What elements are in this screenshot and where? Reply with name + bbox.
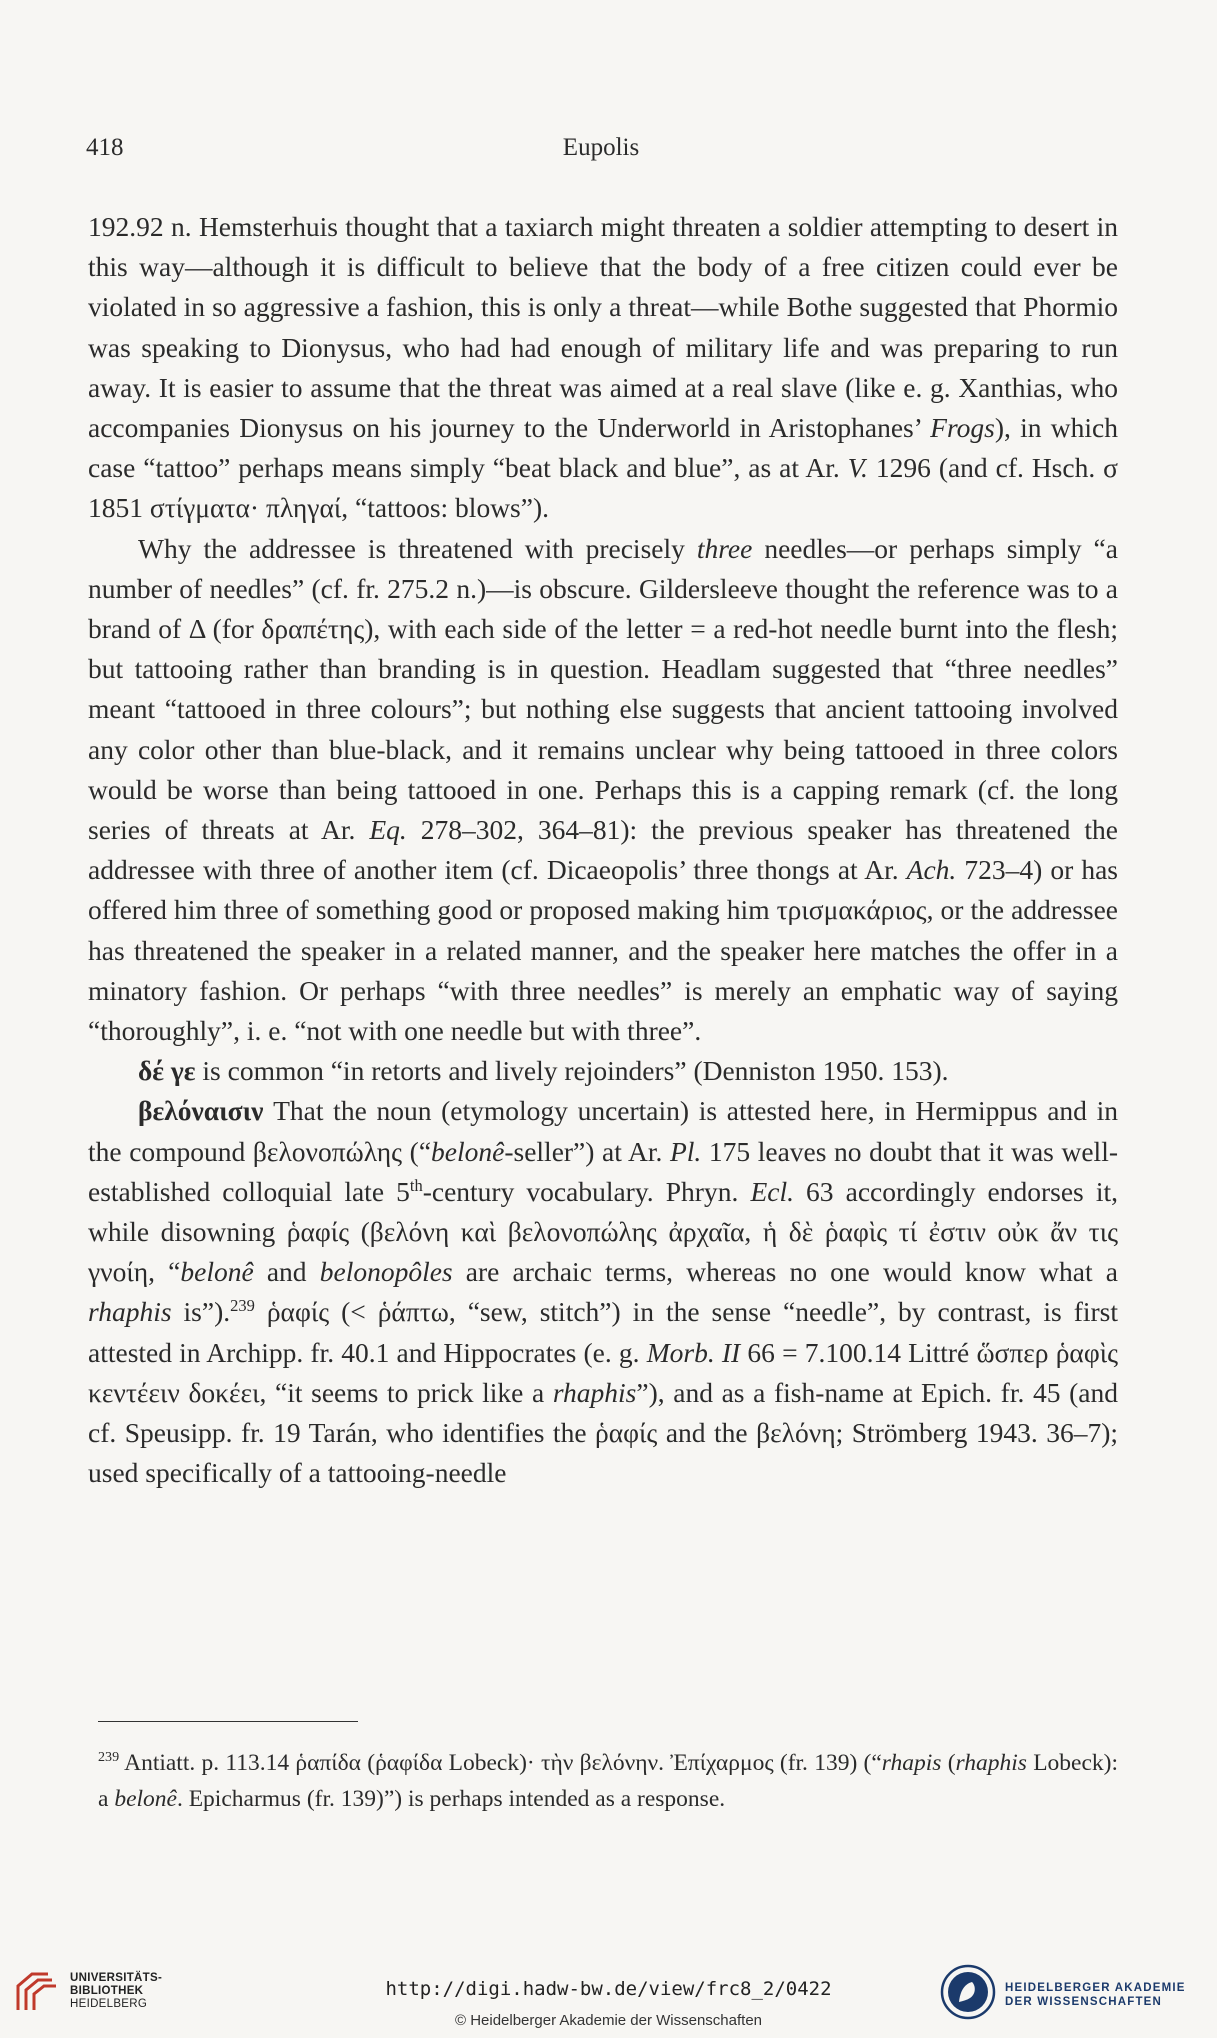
- paragraph-three-needles: Why the addressee is threatened with precisely three needles—or perhaps simply “a number of needles” (cf. fr. 275.2 n.)—is obscure. Gildersleeve thought the reference was to a brand of Δ (for δραπέτης), with each side of the letter = a red-hot needle burnt into the flesh; but tattooing rather than branding is in question. Headlam suggested that “three needles” meant “tattooed in three colours”; but nothing else suggests that ancient tattooing involved any color other than blue-black, and it remains unclear why being tattooed in three colors would be worse than being tattooed in one. Perhaps this is a capping remark (cf. the long series of threats at Ar. Eq. 278–302, 364–81): the previous speaker has threatened the addressee with three of another item (cf. Dicaeopolis’ three thongs at Ar. Ach. 723–4) or has offered him three of something good or proposed making him τρισμακάριος, or the addressee has threatened the speaker in a related manner, and the speaker here matches the offer in a minatory fashion. Or perhaps “with three needles” is merely an emphatic way of saying “thoroughly”, i. e. “not with one needle but with three”.: [88, 532, 1118, 1047]
- lemma-belonaisin: βελόναισιν: [138, 1095, 264, 1127]
- digitization-footer: [0, 1950, 1217, 2038]
- paragraph-belonaisin: βελόναισιν That the noun (etymology uncertain) is attested here, in Hermippus and in the compound βελονοπώλης (“belonê-seller”) at Ar. Pl. 175 leaves no doubt that it was well-established colloquial late 5th-century vocabulary. Phryn. Ecl. 63 accordingly endorses it, while disowning ῥαφίς (βελόνη καὶ βελονοπώλης ἀρχαῖα, ἡ δὲ ῥαφὶς τί ἐστιν οὐκ ἄν τις γνοίη, “belonê and belonopôles are archaic terms, whereas no one would know what a rhaphis is”).$^{239}$ ῥαφίς (< ῥάπτω, “sew, stitch”) in the sense “needle”, by contrast, is first attested in Archipp. fr. 40.1 and Hippocrates (e. g. Morb. II 66 = 7.100.14 Littré ὥσπερ ῥαφὶς κεντέειν δοκέει, “it seems to prick like a rhaphis”), and as a fish-name at Epich. fr. 45 (and cf. Speusipp. fr. 19 Tarán, who identifies the ῥαφίς and the βελόνη; Strömberg 1943. 36–7); used specifically of a tattooing-needle: [88, 1095, 1119, 1489]
- footnote-ref-239[interactable]: 239: [230, 1296, 255, 1316]
- permalink-url[interactable]: http://digi.hadw-bw.de/view/frc8_2/0422: [385, 1978, 832, 2000]
- lemma-de-ge: δέ γε: [138, 1055, 196, 1087]
- academy-seal-icon[interactable]: [940, 1964, 996, 2020]
- footnote-239: $^{239}$ Antiatt. p. 113.14 ῥαπίδα (ῥαφίδα Lobeck)· τὴν βελόνην. Ἐπίχαρμος (fr. 139) (“rhapis (rhaphis Lobeck): a belonê. Epicharmus (fr. 139)”) is perhaps intended as a response.: [98, 1749, 1119, 1812]
- running-head: Eupolis: [562, 134, 640, 161]
- commentary-body: [88, 207, 1118, 1494]
- academy-name: HEIDELBERGER AKADEMIE DER WISSENSCHAFTEN: [1005, 1982, 1186, 2008]
- page-header: [86, 134, 1116, 174]
- copyright-notice: © Heidelberger Akademie der Wissenschaften: [454, 2012, 763, 2029]
- footnote-divider: [98, 1721, 358, 1722]
- page-number: 418: [86, 134, 124, 161]
- paragraph-192-92: 192.92 n. Hemsterhuis thought that a taxiarch might threaten a soldier attempting to desert in this way—although it is difficult to believe that the body of a free citizen could ever be violated in so aggressive a fashion, this is only a threat—while Bothe suggested that Phormio was speaking to Dionysus, who had had enough of military life and was preparing to run away. It is easier to assume that the threat was aimed at a real slave (like e. g. Xanthias, who accompanies Dionysus on his journey to the Underworld in Aristophanes’ Frogs), in which case “tattoo” perhaps means simply “beat black and blue”, as at Ar. V. 1296 (and cf. Hsch. σ 1851 στίγματα· πληγαί, “tattoos: blows”).: [88, 211, 1118, 524]
- university-library-name: UNIVERSITÄTS- BIBLIOTHEK HEIDELBERG: [70, 1972, 163, 2010]
- paragraph-de-ge: δέ γε is common “in retorts and lively rejoinders” (Denniston 1950. 153).: [138, 1055, 949, 1087]
- footnote-number: 239: [98, 1749, 120, 1766]
